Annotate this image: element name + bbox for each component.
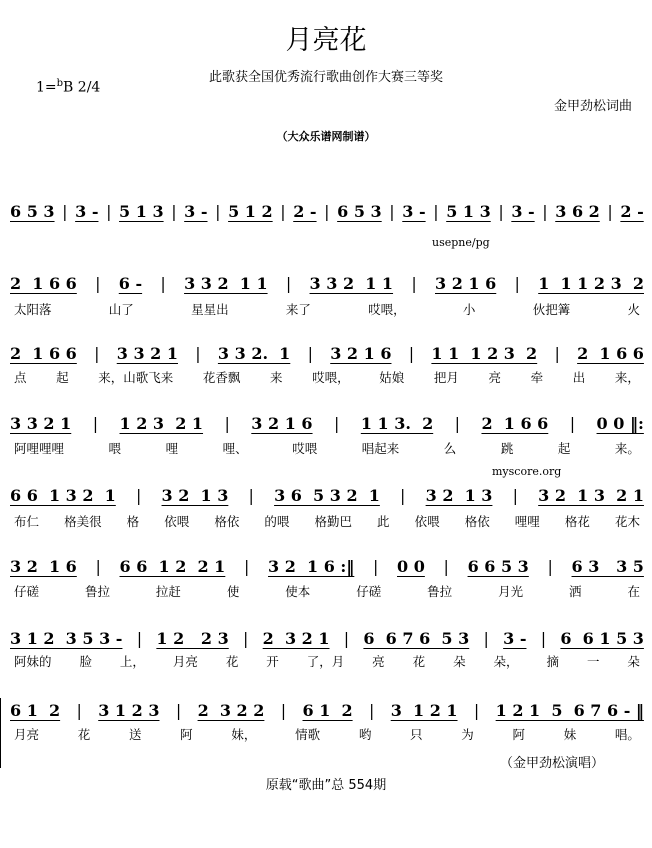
lyric-word: 么	[443, 441, 457, 456]
bar-line: |	[243, 557, 250, 576]
notation-line	[10, 557, 644, 577]
key-note: B	[63, 79, 74, 96]
lyric-word: 星星出	[191, 302, 229, 317]
measure: 3 -	[75, 202, 99, 221]
measure: 6 6 1 5 3	[560, 629, 644, 648]
measure: 3 2 1 6	[435, 274, 497, 293]
lyric-word: 出	[572, 370, 586, 385]
bar-line: |	[307, 344, 313, 363]
measure: 3 3 2 1	[116, 344, 178, 363]
lyric-word: 花香飘	[202, 370, 241, 385]
lyric-word: 的喂	[264, 514, 290, 529]
bar-line: |	[554, 344, 560, 363]
bar-line: |	[95, 557, 101, 576]
lyric-word: 亮	[372, 654, 385, 669]
lyric-word: 开	[266, 654, 279, 669]
bar-line: |	[324, 202, 330, 221]
lyric-word: 格美很	[64, 514, 102, 529]
lyric-word: 朵	[627, 654, 640, 669]
measure: 3 2 1 3 2 1	[538, 486, 644, 505]
measure: 2 1 6 6	[577, 344, 644, 363]
lyric-word: 格依	[464, 514, 490, 529]
lyric-word: 花	[412, 654, 426, 669]
lyric-word: 为	[461, 727, 474, 742]
measure: 6 6 5 3	[467, 557, 529, 576]
lyric-word: 来	[270, 370, 283, 385]
lyric-word: 鲁拉	[84, 584, 110, 599]
lyric-word: 格依	[214, 514, 240, 529]
lyric-word: 唱起来	[361, 441, 400, 456]
measure: 2 3 2 2	[197, 701, 265, 720]
notation-line	[10, 629, 644, 649]
bar-line: |	[280, 701, 287, 720]
lyric-word: 哎喂，	[312, 370, 350, 385]
bar-line: |	[224, 414, 230, 433]
lyric-word: 依喂	[414, 514, 440, 529]
measure: 0 0	[397, 557, 425, 576]
bar-line: |	[333, 414, 340, 433]
flat-sign: b	[56, 78, 64, 89]
measure: 1 2 2 3	[156, 629, 229, 648]
measure: 6 5 3	[337, 202, 382, 221]
measure: 3 3 2 1 1	[184, 274, 268, 293]
song-title: 月亮花	[285, 25, 367, 56]
bar-line: |	[92, 414, 99, 433]
notation-line	[10, 274, 644, 294]
measure: 1 1 1 2 3 2	[538, 274, 644, 293]
bar-line: |	[76, 701, 82, 720]
lyric-word: 格勤巴	[314, 514, 352, 529]
lyric-word: 山了	[108, 302, 134, 317]
singer-credit: （金甲劲松演唱）	[499, 756, 604, 771]
bar-line: |	[498, 202, 504, 221]
lyric-word: 布仁	[14, 514, 40, 529]
measure: 6 6 7 6 5 3	[363, 629, 470, 648]
measure: 6 5 3	[10, 202, 55, 221]
lyric-word: 小	[462, 302, 476, 317]
lyric-word: 起	[557, 441, 571, 456]
bar-line: |	[285, 274, 292, 293]
measure: 5 1 3	[119, 202, 164, 221]
lyric-word: 伙把篝	[532, 302, 571, 317]
lyric-word: 此	[377, 514, 390, 529]
lyric-word: 哩	[165, 441, 179, 456]
source-note: 原载“歌曲”总 554期	[265, 778, 387, 793]
author-credit: 金甲劲松词曲	[553, 99, 632, 114]
lyric-word: 哎喂，	[368, 302, 406, 317]
bar-line: |	[195, 344, 201, 363]
measure: 6 6 1 2 2 1	[119, 557, 226, 576]
lyric-word: 洒	[569, 584, 582, 599]
bar-line: |	[400, 486, 406, 505]
bar-line: |	[95, 274, 101, 293]
maker-credit: （大众乐谱网制谱）	[276, 130, 376, 143]
measure: 6 -	[118, 274, 143, 293]
measure: 6 1 2	[10, 701, 61, 720]
notation-line	[10, 486, 644, 506]
lyric-word: 把月	[433, 370, 459, 385]
measure: 2 3 2 1	[262, 629, 330, 648]
lyric-word: 哟	[358, 727, 372, 742]
measure: 3 -	[184, 202, 208, 221]
measure: 5 1 3	[446, 202, 491, 221]
lyric-word: 唱。	[614, 727, 640, 742]
lyric-word: 点	[14, 370, 27, 385]
key-prefix: 1=	[36, 79, 57, 96]
measure: 1 1 1 2 3 2	[431, 344, 538, 363]
bar-line: |	[483, 629, 489, 648]
lyrics-line	[14, 370, 640, 385]
lyric-word: 朵，	[493, 654, 519, 669]
lyric-word: 妹	[563, 727, 577, 742]
measure: 3 3 2 1	[10, 414, 72, 433]
lyrics-line	[14, 302, 640, 317]
bar-line: |	[542, 202, 548, 221]
lyric-word: 喂	[108, 441, 122, 456]
bar-line: |	[514, 274, 520, 293]
lyric-word: 拉赶	[155, 584, 181, 599]
measure: 3 3 2 1 1	[309, 274, 394, 293]
notation-line	[10, 344, 644, 364]
lyric-word: 送	[128, 727, 142, 742]
measure: 3 -	[511, 202, 535, 221]
lyric-word: 来，	[614, 370, 640, 385]
lyric-word: 了，月	[306, 654, 345, 669]
lyric-word: 阿	[512, 727, 525, 742]
measure: 6 3 3 5	[571, 557, 644, 576]
lyrics-line	[14, 584, 640, 599]
lyrics-line	[14, 514, 640, 529]
bar-line: |	[248, 486, 254, 505]
lyric-word: 情歌	[295, 727, 321, 742]
bar-line: |	[94, 344, 100, 363]
bar-line: |	[62, 202, 68, 221]
lyric-word: 使本	[285, 584, 311, 599]
bar-line: |	[175, 701, 182, 720]
lyric-word: 哎喂	[292, 441, 318, 456]
measure: 3 2 1 6	[10, 557, 77, 576]
measure: 2 1 6 6	[10, 344, 77, 363]
notation-line	[10, 414, 644, 434]
measure: 1 2 1 5 6 7 6 - ‖	[495, 701, 644, 720]
bar-line: |	[607, 202, 613, 221]
measure: 2 -	[293, 202, 317, 221]
lyric-word: 来了	[285, 302, 311, 317]
lyric-word: 上，	[119, 654, 145, 669]
lyric-word: 妹，	[231, 727, 257, 742]
watermark: usepne/pg	[432, 236, 490, 249]
lyrics-line	[14, 654, 640, 669]
measure: 3 -	[503, 629, 527, 648]
lyric-word: 在	[627, 584, 640, 599]
lyric-word: 花木	[614, 514, 640, 529]
measure: 1 2 3 2 1	[119, 414, 204, 433]
lyric-word: 摘	[546, 654, 559, 669]
lyric-word: 哩、	[222, 441, 248, 456]
lyric-word: 花	[77, 727, 91, 742]
bar-line: |	[368, 701, 375, 720]
lyric-word: 火	[627, 302, 640, 317]
key-signature	[36, 78, 100, 96]
lyric-word: 脸	[79, 654, 92, 669]
bar-line: |	[473, 701, 480, 720]
notation-line	[10, 701, 644, 721]
measure: 2 1 6 6	[10, 274, 77, 293]
lyric-word: 格	[126, 514, 140, 529]
lyrics-line	[14, 727, 640, 742]
bar-line: |	[215, 202, 221, 221]
lyric-word: 牵	[530, 370, 544, 385]
left-border-line	[0, 698, 1, 768]
lyric-word: 一	[586, 654, 600, 669]
bar-line: |	[540, 629, 547, 648]
award-note: 此歌获全国优秀流行歌曲创作大赛三等奖	[208, 70, 443, 85]
measure: 3 2 1 3	[161, 486, 229, 505]
time-signature: 2/4	[77, 79, 101, 96]
bar-line: |	[408, 344, 415, 363]
bar-line: |	[280, 202, 286, 221]
measure: 3 1 2 1	[390, 701, 458, 720]
measure: 0 0 ‖:	[596, 414, 644, 433]
lyric-word: 月亮	[172, 654, 198, 669]
bar-line: |	[136, 629, 143, 648]
bar-line: |	[569, 414, 576, 433]
watermark: myscore.org	[492, 465, 562, 478]
measure: 3 1 2 3	[98, 701, 160, 720]
lyric-word: 鲁拉	[427, 584, 453, 599]
lyric-word: 姑娘	[379, 370, 405, 385]
lyric-word: 月亮	[14, 727, 40, 742]
measure: 3 3 2. 1	[217, 344, 291, 363]
lyric-word: 花	[225, 654, 239, 669]
lyric-word: 月光	[498, 584, 524, 599]
lyric-word: 使	[226, 584, 240, 599]
measure: 2 1 6 6	[481, 414, 549, 433]
lyric-word: 来。	[614, 441, 640, 456]
bar-line: |	[433, 202, 439, 221]
bar-line: |	[160, 274, 166, 293]
measure: 6 6 1 3 2 1	[10, 486, 116, 505]
bar-line: |	[547, 557, 553, 576]
bar-line: |	[343, 629, 350, 648]
bar-line: |	[443, 557, 449, 576]
measure: 3 2 1 6	[251, 414, 313, 433]
bar-line: |	[106, 202, 112, 221]
measure: 3 2 1 3	[425, 486, 493, 505]
lyric-word: 仔磋	[356, 584, 382, 599]
lyric-word: 阿	[180, 727, 193, 742]
bar-line: |	[454, 414, 461, 433]
bar-line: |	[243, 629, 249, 648]
lyrics-line	[14, 441, 640, 456]
lyric-word: 朵	[453, 654, 466, 669]
lyric-word: 只	[410, 727, 423, 742]
measure: 1 1 3. 2	[360, 414, 434, 433]
lyric-word: 起	[56, 370, 69, 385]
lyric-word: 依喂	[164, 514, 190, 529]
lyric-word: 阿哩哩哩	[14, 441, 65, 456]
measure: 3 2 1 6	[330, 344, 392, 363]
lyric-word: 来，山歌飞来	[98, 370, 174, 385]
bar-line: |	[512, 486, 518, 505]
measure: 5 1 2	[228, 202, 273, 221]
lyric-word: 阿妹的	[14, 654, 52, 669]
lyric-word: 太阳落	[14, 302, 52, 317]
lyric-word: 哩哩	[514, 514, 540, 529]
measure: 3 2 1 6 :‖	[268, 557, 355, 576]
notation-line	[10, 202, 644, 222]
measure: 2 -	[620, 202, 644, 221]
measure: 3 6 5 3 2 1	[274, 486, 380, 505]
measure: 3 1 2 3 5 3 -	[10, 629, 123, 648]
measure: 3 -	[402, 202, 426, 221]
measure: 6 1 2	[302, 701, 353, 720]
bar-line: |	[411, 274, 417, 293]
bar-line: |	[135, 486, 142, 505]
lyric-word: 仔磋	[14, 584, 40, 599]
lyric-word: 格花	[564, 514, 590, 529]
lyric-word: 跳	[500, 441, 514, 456]
bar-line: |	[389, 202, 395, 221]
measure: 3 6 2	[555, 202, 600, 221]
bar-line: |	[372, 557, 379, 576]
bar-line: |	[171, 202, 177, 221]
lyric-word: 亮	[488, 370, 502, 385]
